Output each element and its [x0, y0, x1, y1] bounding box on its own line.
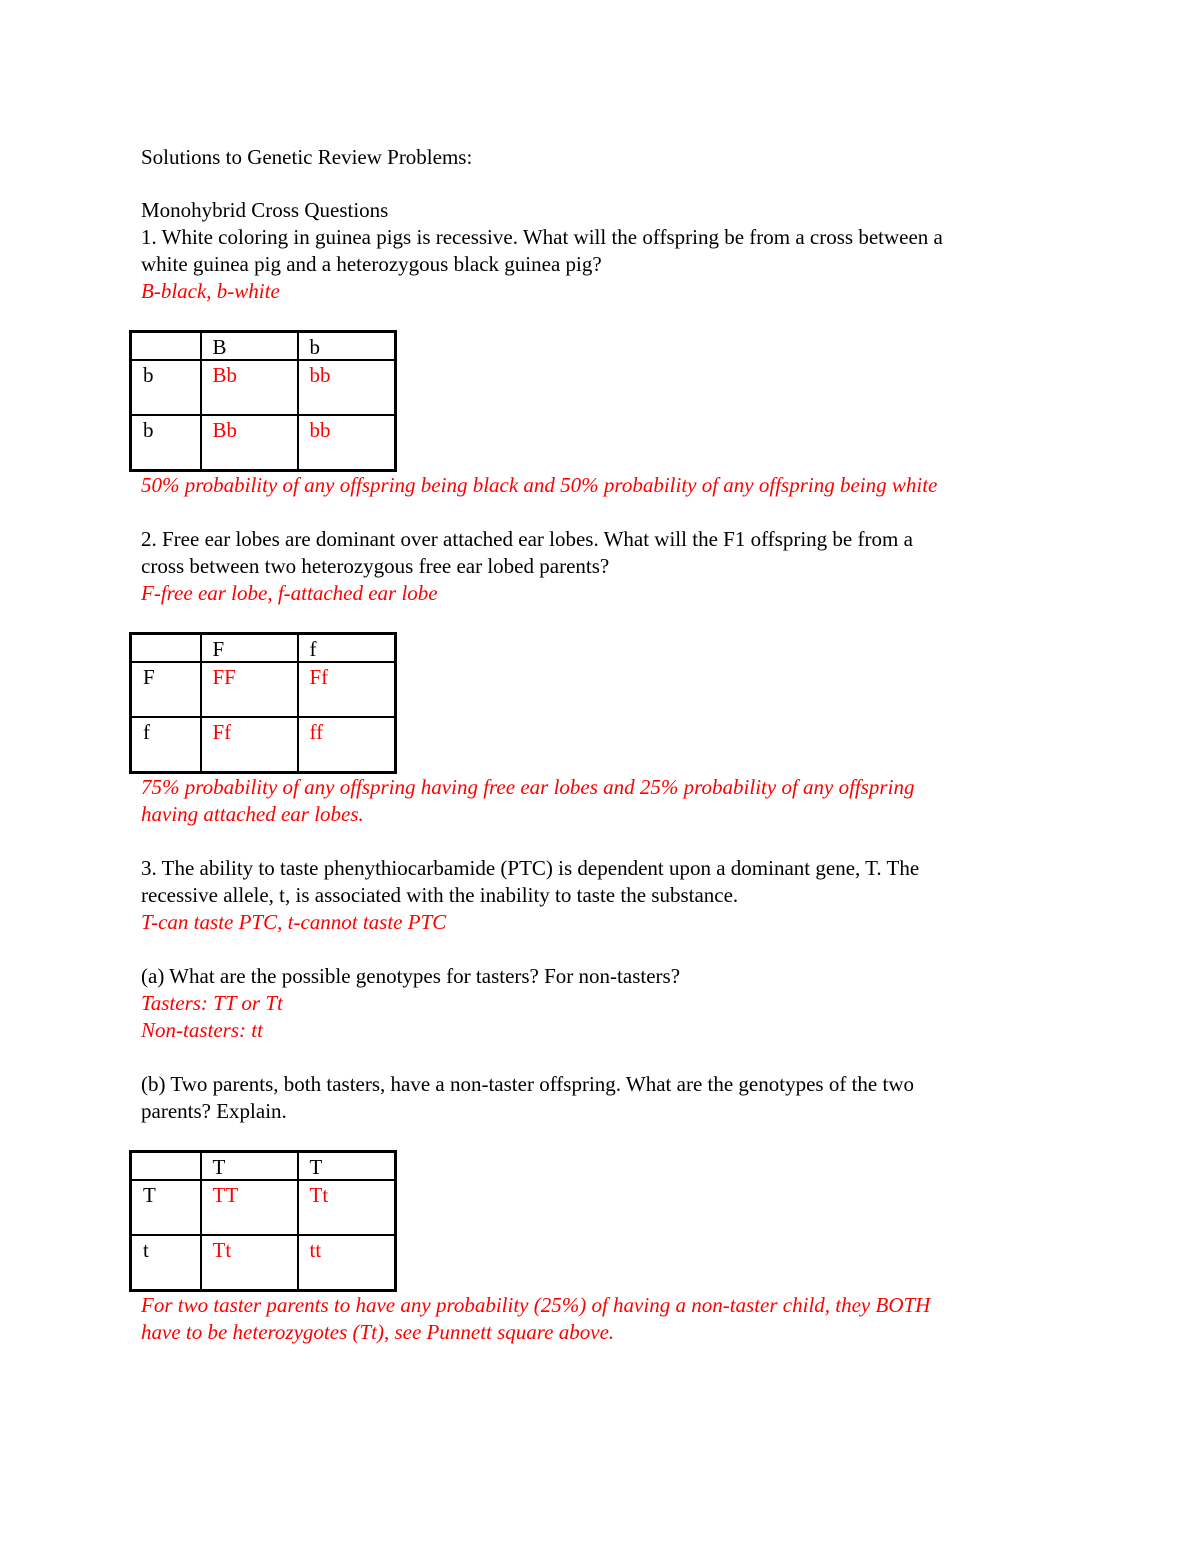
punnett-genotype-cell: Bb — [201, 360, 298, 415]
punnett-header-allele: b — [298, 332, 396, 361]
punnett-genotype-cell: bb — [298, 360, 396, 415]
punnett-corner-cell — [131, 1152, 201, 1181]
punnett-genotype-cell: Tt — [298, 1180, 396, 1235]
punnett-genotype-cell: Tt — [201, 1235, 298, 1290]
q3-key: T-can taste PTC, t-cannot taste PTC — [141, 910, 447, 934]
punnett-row-allele: f — [131, 717, 201, 772]
punnett-header-allele: T — [201, 1152, 298, 1181]
punnett-genotype-cell: Ff — [298, 662, 396, 717]
punnett-header-allele: B — [201, 332, 298, 361]
punnett-genotype-cell: ff — [298, 717, 396, 772]
q2-question-line1: 2. Free ear lobes are dominant over attached ear lobes. What will the F1 offspring be from a — [141, 527, 913, 551]
punnett-corner-cell — [131, 634, 201, 663]
q3b-punnett-square — [129, 1150, 397, 1292]
q1-punnett-square — [129, 330, 397, 472]
q3b-question-line1: (b) Two parents, both tasters, have a non-taster offspring. What are the genotypes of the two — [141, 1072, 914, 1096]
punnett-row-allele: F — [131, 662, 201, 717]
punnett-header-allele: F — [201, 634, 298, 663]
punnett-row-allele: T — [131, 1180, 201, 1235]
q2-punnett-square — [129, 632, 397, 774]
punnett-corner-cell — [131, 332, 201, 361]
q2-answer-line1: 75% probability of any offspring having free ear lobes and 25% probability of any offspring — [141, 775, 915, 799]
punnett-genotype-cell: FF — [201, 662, 298, 717]
punnett-header-allele: T — [298, 1152, 396, 1181]
document-title: Solutions to Genetic Review Problems: — [141, 145, 473, 169]
punnett-genotype-cell: tt — [298, 1235, 396, 1290]
q1-key: B-black, b-white — [141, 279, 280, 303]
q3a-answer-non-tasters: Non-tasters: tt — [141, 1018, 263, 1042]
section-heading: Monohybrid Cross Questions — [141, 198, 389, 222]
q3a-question: (a) What are the possible genotypes for tasters? For non-tasters? — [141, 964, 681, 988]
q3a-answer-tasters: Tasters: TT or Tt — [141, 991, 283, 1015]
q3-question-line2: recessive allele, t, is associated with the inability to taste the substance. — [141, 883, 739, 907]
q1-answer: 50% probability of any offspring being black and 50% probability of any offspring being white — [141, 473, 938, 497]
punnett-header-allele: f — [298, 634, 396, 663]
q3b-answer-line1: For two taster parents to have any probability (25%) of having a non-taster child, they BOTH — [141, 1293, 931, 1317]
q2-key: F-free ear lobe, f-attached ear lobe — [141, 581, 438, 605]
punnett-row-allele: b — [131, 360, 201, 415]
punnett-genotype-cell: TT — [201, 1180, 298, 1235]
q3b-question-line2: parents? Explain. — [141, 1099, 287, 1123]
punnett-row-allele: b — [131, 415, 201, 470]
punnett-genotype-cell: Bb — [201, 415, 298, 470]
q3b-answer-line2: have to be heterozygotes (Tt), see Punnett square above. — [141, 1320, 615, 1344]
q3-question-line1: 3. The ability to taste phenythiocarbamide (PTC) is dependent upon a dominant gene, T. The — [141, 856, 920, 880]
q2-answer-line2: having attached ear lobes. — [141, 802, 364, 826]
q1-question-line2: white guinea pig and a heterozygous black guinea pig? — [141, 252, 602, 276]
q2-question-line2: cross between two heterozygous free ear lobed parents? — [141, 554, 610, 578]
q1-question-line1: 1. White coloring in guinea pigs is recessive. What will the offspring be from a cross between a — [141, 225, 943, 249]
punnett-genotype-cell: Ff — [201, 717, 298, 772]
punnett-genotype-cell: bb — [298, 415, 396, 470]
punnett-row-allele: t — [131, 1235, 201, 1290]
